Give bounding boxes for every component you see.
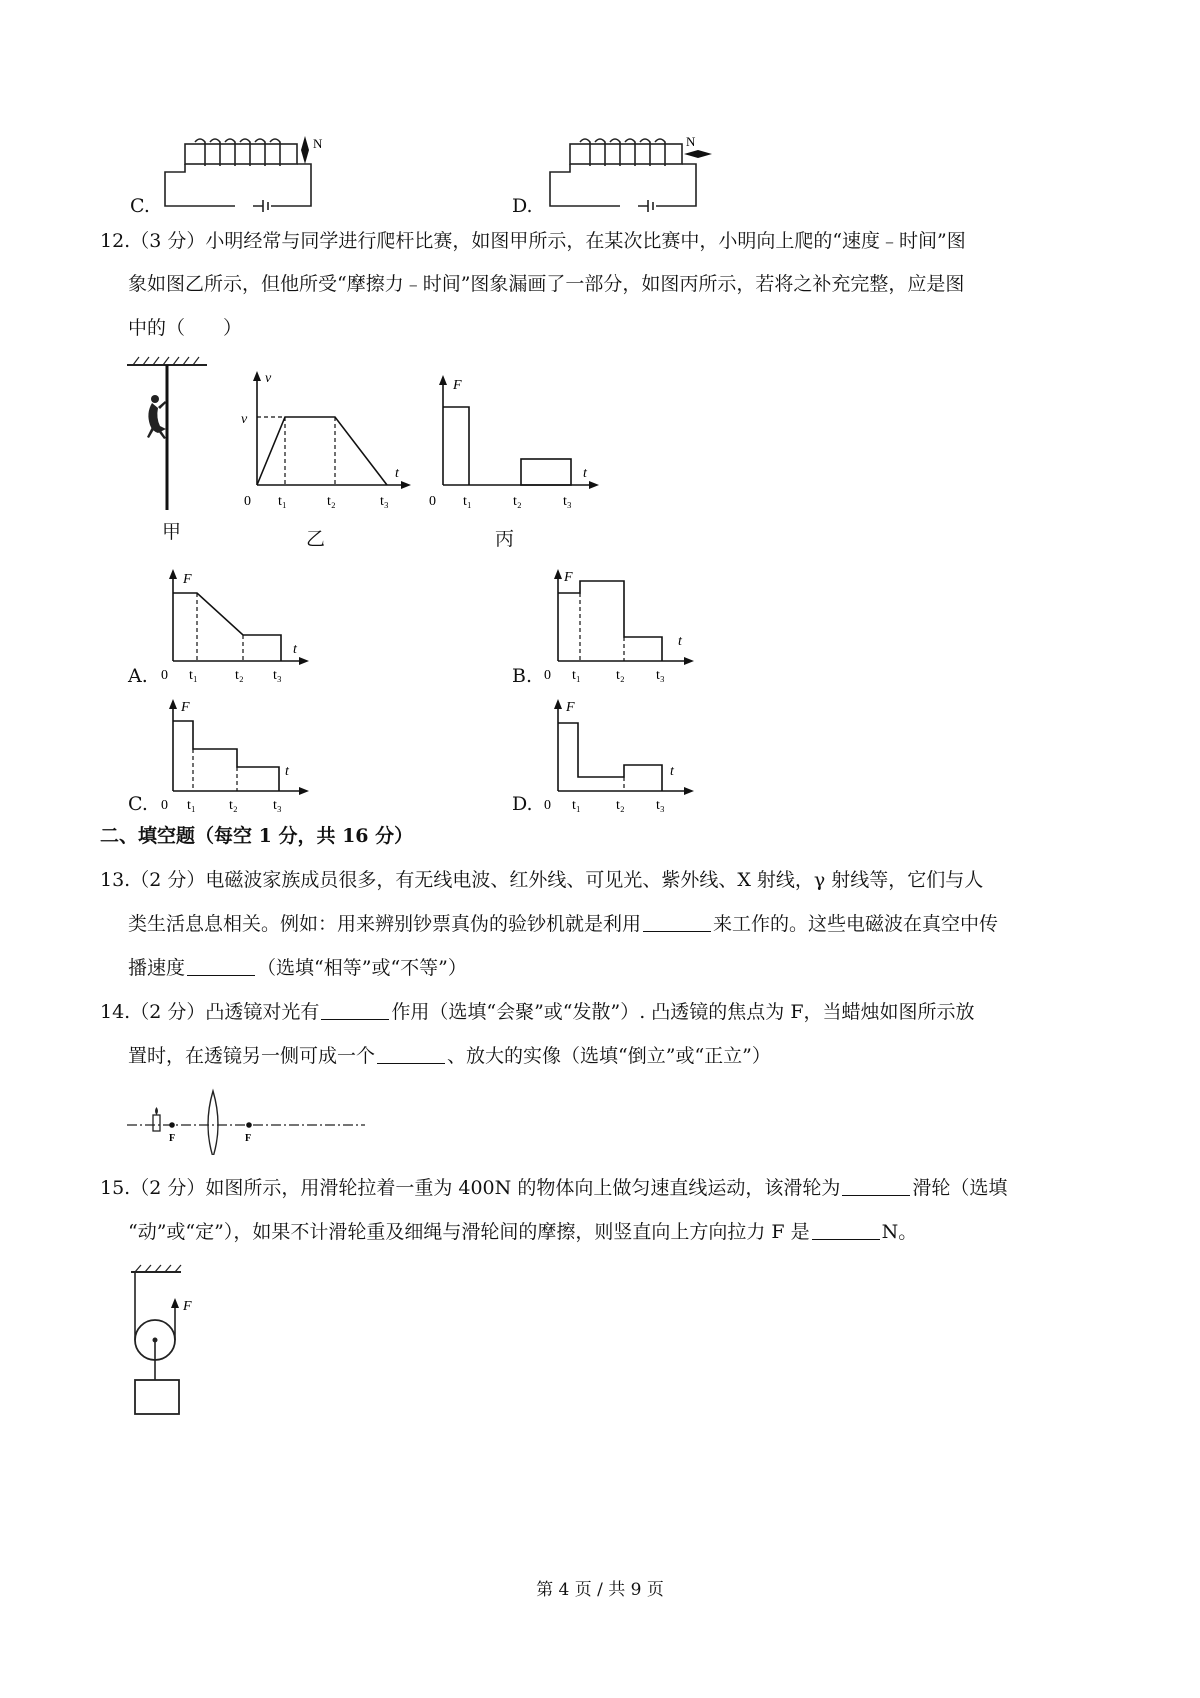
q12-option-c-label[interactable]: C. <box>128 793 148 815</box>
q11-c-north-label: N <box>313 136 323 151</box>
b-t3-label: t₃ <box>656 668 665 683</box>
c-origin-label: 0 <box>161 798 168 813</box>
c-t3-label: t₃ <box>273 798 282 813</box>
q12-option-a-graph <box>155 565 315 685</box>
convex-lens-icon <box>208 1091 218 1155</box>
d-t2-label: t₂ <box>616 798 625 813</box>
a-t2-label: t₂ <box>235 668 244 683</box>
q12-option-d-label[interactable]: D. <box>512 793 533 815</box>
yi-t3-label: t₃ <box>380 494 389 509</box>
bing-axis-f-label: F <box>453 378 462 393</box>
yi-axis-v-label: v <box>265 371 272 386</box>
q12-stem-line3: 中的（ ） <box>128 317 243 339</box>
figure-bing-friction-time <box>425 365 610 515</box>
b-t2-label: t₂ <box>616 668 625 683</box>
q14-line1-text-a: 14.（2 分）凸透镜对光有 <box>100 1001 320 1023</box>
q12-stem-line2: 象如图乙所示，但他所受“摩擦力﹣时间”图象漏画了一部分，如图丙所示，若将之补充完整，应是图 <box>128 273 965 295</box>
bing-origin-label: 0 <box>429 494 436 509</box>
q14-line2-text-a: 置时，在透镜另一侧可成一个 <box>128 1045 376 1067</box>
q15-line2-text-a: “动”或“定”），如果不计滑轮重及细绳与滑轮间的摩擦，则竖直向上方向拉力 F 是 <box>128 1221 810 1243</box>
q11-option-c-label: C. <box>130 195 150 217</box>
q13-line2 <box>128 912 998 936</box>
c-t1-label: t₁ <box>187 798 196 813</box>
b-t1-label: t₁ <box>572 668 581 683</box>
bing-t1-label: t₁ <box>463 494 472 509</box>
d-origin-label: 0 <box>544 798 551 813</box>
q14-focus-right-label: F <box>245 1133 252 1144</box>
q13-line3-text-a: 播速度 <box>128 957 186 979</box>
q13-line2-text-a: 类生活息息相关。例如：用来辨别钞票真伪的验钞机就是利用 <box>128 913 642 935</box>
q11-d-north-label: N <box>686 134 696 149</box>
q13-blank-1[interactable] <box>643 913 711 932</box>
q12-stem-line1: 12.（3 分）小明经常与同学进行爬杆比赛，如图甲所示，在某次比赛中，小明向上爬的“速度﹣时间”图 <box>100 230 966 252</box>
q12-option-c-graph <box>155 695 315 815</box>
bing-t2-label: t₂ <box>513 494 522 509</box>
weight-block <box>135 1380 179 1414</box>
page-footer: 第 4 页 / 共 9 页 <box>536 1580 664 1600</box>
b-origin-label: 0 <box>544 668 551 683</box>
q15-line2 <box>128 1220 917 1244</box>
q15-line2-text-b: N。 <box>881 1221 918 1243</box>
c-t2-label: t₂ <box>229 798 238 813</box>
figure-yi-label: 乙 <box>306 528 326 550</box>
q12-option-b-graph <box>540 565 700 685</box>
q15-blank-1[interactable] <box>842 1177 910 1196</box>
bing-t3-label: t₃ <box>563 494 572 509</box>
q11-option-d-label: D. <box>512 195 533 217</box>
figure-jia-climber <box>125 355 215 515</box>
b-axis-t-label: t <box>678 634 682 649</box>
yi-t1-label: t₁ <box>278 494 287 509</box>
q15-pulley-figure <box>125 1262 225 1422</box>
q14-blank-1[interactable] <box>321 1001 389 1020</box>
q13-line3 <box>128 956 467 980</box>
figure-yi-velocity-time <box>235 365 420 515</box>
a-axis-t-label: t <box>293 642 297 657</box>
figure-jia-label: 甲 <box>162 521 182 543</box>
q13-line1: 13.（2 分）电磁波家族成员很多，有无线电波、红外线、可见光、紫外线、X 射线，γ 射线等，它们与人 <box>100 869 984 891</box>
q15-force-label: F <box>183 1299 192 1314</box>
a-t3-label: t₃ <box>273 668 282 683</box>
q13-line2-text-b: 来工作的。这些电磁波在真空中传 <box>713 913 999 935</box>
q14-line1 <box>100 1000 975 1024</box>
q12-option-d-graph <box>540 695 700 815</box>
q14-focus-left-label: F <box>169 1133 176 1144</box>
q13-blank-2[interactable] <box>187 957 255 976</box>
yi-t2-label: t₂ <box>327 494 336 509</box>
q14-lens-figure <box>125 1085 375 1155</box>
candle-icon <box>153 1115 160 1131</box>
q12-option-a-label[interactable]: A. <box>128 665 148 687</box>
d-axis-f-label: F <box>566 700 575 715</box>
q12-option-b-label[interactable]: B. <box>512 665 533 687</box>
q11-option-c-figure <box>135 130 355 215</box>
q13-line3-text-b: （选填“相等”或“不等”） <box>257 957 467 979</box>
a-t1-label: t₁ <box>189 668 198 683</box>
q15-line1 <box>100 1176 1007 1200</box>
q15-line1-text-a: 15.（2 分）如图所示，用滑轮拉着一重为 400N 的物体向上做匀速直线运动，该滑轮为 <box>100 1177 841 1199</box>
q14-blank-2[interactable] <box>377 1045 445 1064</box>
section-2-title: 二、填空题（每空 1 分，共 16 分） <box>100 825 414 847</box>
yi-origin-label: 0 <box>244 494 251 509</box>
a-axis-f-label: F <box>183 572 192 587</box>
bing-axis-t-label: t <box>583 466 587 481</box>
d-t3-label: t₃ <box>656 798 665 813</box>
q15-line1-text-b: 滑轮（选填 <box>912 1177 1008 1199</box>
yi-axis-t-label: t <box>395 466 399 481</box>
figure-bing-label: 丙 <box>495 528 515 550</box>
q14-line2 <box>128 1044 771 1068</box>
q14-line2-text-b: 、放大的实像（选填“倒立”或“正立”） <box>447 1045 771 1067</box>
q14-line1-text-b: 作用（选填“会聚”或“发散”）. 凸透镜的焦点为 F，当蜡烛如图所示放 <box>391 1001 975 1023</box>
c-axis-f-label: F <box>181 700 190 715</box>
c-axis-t-label: t <box>285 764 289 779</box>
d-t1-label: t₁ <box>572 798 581 813</box>
q11-option-d-figure <box>520 130 740 215</box>
d-axis-t-label: t <box>670 764 674 779</box>
b-axis-f-label: F <box>564 570 573 585</box>
a-origin-label: 0 <box>161 668 168 683</box>
yi-v-tick-label: v <box>241 412 248 427</box>
q15-blank-2[interactable] <box>812 1221 880 1240</box>
